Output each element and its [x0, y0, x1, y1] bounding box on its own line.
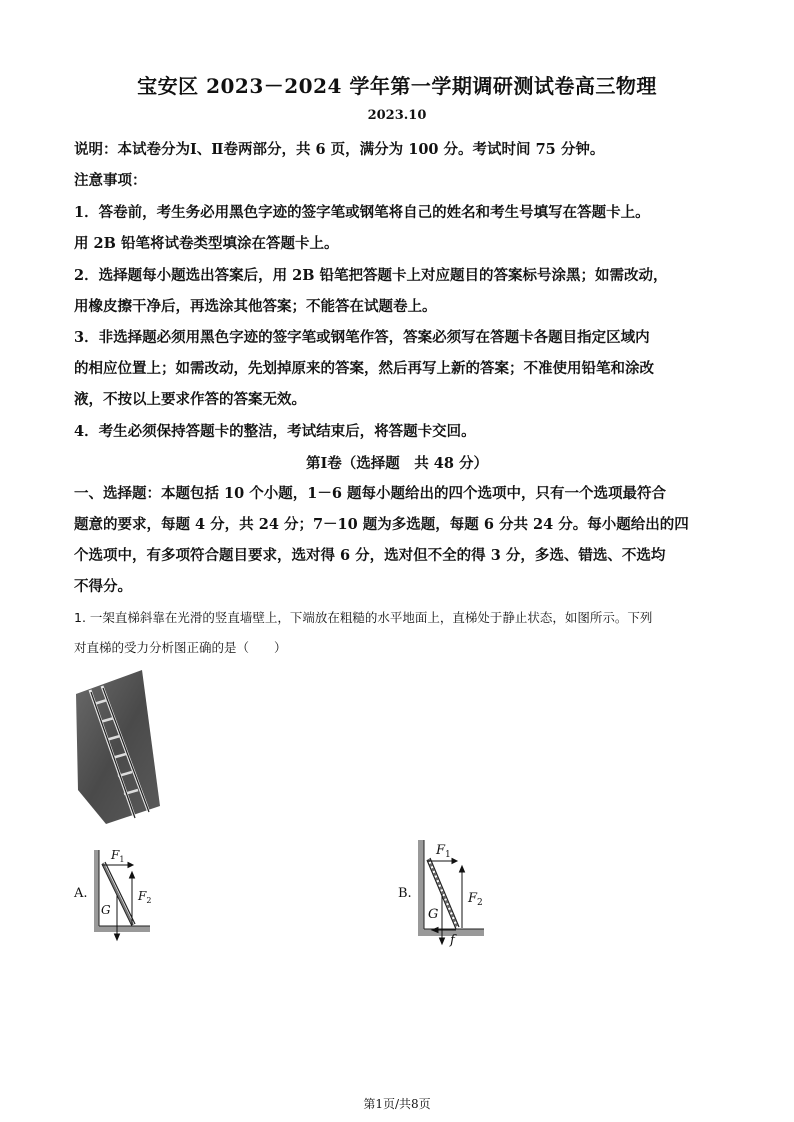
question-1-stem: 对直梯的受力分析图正确的是（ ）: [74, 640, 287, 655]
notice-line: 4．考生必须保持答题卡的整洁，考试结束后，将答题卡交回。: [74, 423, 476, 440]
force-g-arrow: [115, 895, 120, 940]
force-f1-label: $F_1$: [111, 848, 125, 864]
force-g-label: G: [101, 903, 111, 917]
notice-line: 液，不按以上要求作答的答案无效。: [74, 391, 306, 408]
force-f-label: f: [450, 933, 455, 948]
wall-surface: [76, 670, 160, 824]
wall: [94, 850, 99, 932]
exam-title: 宝安区 2023－2024 学年第一学期调研测试卷高三物理: [137, 74, 657, 98]
option-b-diagram[interactable]: [418, 834, 492, 950]
force-g-arrow: [440, 894, 445, 944]
ladder-photo: [74, 670, 174, 830]
notice-line: 3．非选择题必须用黑色字迹的签字笔或钢笔作答，答案必须写在答题卡各题目指定区域内: [74, 329, 650, 346]
force-f2-arrow: [460, 866, 465, 928]
notice-line: 用橡皮擦干净后，再选涂其他答案；不能答在试题卷上。: [74, 298, 437, 315]
force-f2-label: $F_2$: [138, 889, 152, 905]
section-instruction-line: 不得分。: [74, 578, 132, 595]
wall: [418, 840, 424, 936]
force-f1-label: $F_1$: [436, 843, 451, 860]
notice-line: 1．答卷前，考生务必用黑色字迹的签字笔或钢笔将自己的姓名和考生号填写在答题卡上。: [74, 204, 650, 221]
question-1-stem: 1. 一架直梯斜靠在光滑的竖直墙壁上，下端放在粗糙的水平地面上，直梯处于静止状态，如图所示。下列: [74, 610, 653, 625]
notice-line: 用 2B 铅笔将试卷类型填涂在答题卡上。: [74, 235, 339, 252]
force-g-label: G: [428, 907, 439, 922]
notice-line: 的相应位置上；如需改动，先划掉原来的答案，然后再写上新的答案；不准使用铅笔和涂改: [74, 360, 654, 377]
exam-description: 说明：本试卷分为Ⅰ、Ⅱ卷两部分，共 6 页，满分为 100 分。考试时间 75 分钟。: [74, 141, 605, 158]
section-instruction-line: 一、选择题：本题包括 10 个小题，1－6 题每小题给出的四个选项中，只有一个选项最符合: [74, 485, 666, 502]
exam-date: 2023.10: [367, 108, 427, 123]
notice-title: 注意事项：: [74, 172, 147, 189]
page-number: 第1页/共8页: [363, 1097, 431, 1111]
section-title: 第Ⅰ卷（选择题 共 48 分）: [305, 455, 489, 472]
ground: [94, 926, 150, 932]
notice-line: 2．选择题每小题选出答案后，用 2B 铅笔把答题卡上对应题目的答案标号涂黑；如需改动，: [74, 267, 668, 284]
option-a-label[interactable]: A.: [74, 886, 88, 901]
option-a-diagram[interactable]: [94, 842, 164, 942]
section-instruction-line: 题意的要求，每题 4 分，共 24 分；7－10 题为多选题，每题 6 分共 24 分。每小题给出的四: [74, 516, 689, 533]
option-b-label[interactable]: B.: [398, 886, 412, 901]
force-f2-label: $F_2$: [468, 891, 483, 908]
section-instruction-line: 个选项中，有多项符合题目要求，选对得 6 分，选对但不全的得 3 分，多选、错选、不选均: [74, 547, 666, 564]
